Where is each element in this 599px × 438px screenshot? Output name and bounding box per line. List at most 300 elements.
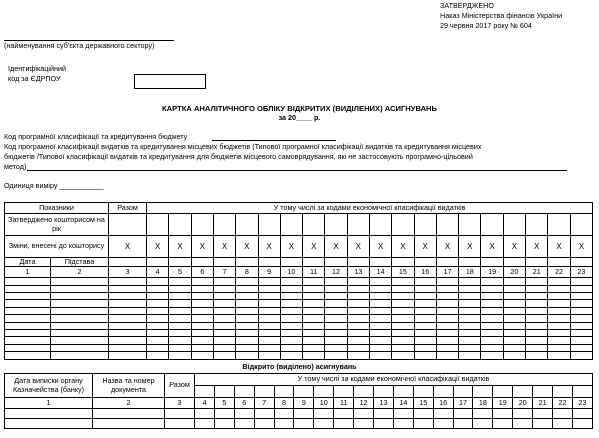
data-cell[interactable] — [280, 285, 302, 292]
data-cell[interactable] — [280, 330, 302, 337]
data-cell[interactable] — [392, 344, 414, 351]
data-cell[interactable] — [459, 322, 481, 329]
data-cell[interactable] — [473, 409, 493, 419]
data-cell[interactable] — [526, 337, 548, 344]
data-cell[interactable] — [503, 330, 525, 337]
data-cell[interactable] — [213, 315, 235, 322]
data-cell[interactable] — [258, 344, 280, 351]
data-cell[interactable] — [214, 419, 234, 429]
data-cell[interactable] — [481, 278, 503, 285]
data-cell[interactable] — [414, 315, 436, 322]
data-cell[interactable] — [503, 352, 525, 359]
data-cell[interactable] — [169, 337, 191, 344]
data-cell[interactable] — [213, 344, 235, 351]
data-cell[interactable] — [503, 293, 525, 300]
data-cell[interactable] — [459, 293, 481, 300]
data-cell[interactable] — [481, 352, 503, 359]
approved-cell[interactable] — [481, 214, 503, 236]
data-cell[interactable] — [570, 315, 593, 322]
data-cell[interactable] — [214, 409, 234, 419]
data-cell[interactable] — [109, 330, 147, 337]
data-cell[interactable] — [93, 419, 165, 429]
data-cell[interactable] — [347, 330, 369, 337]
data-cell[interactable] — [280, 278, 302, 285]
data-cell[interactable] — [169, 285, 191, 292]
data-cell[interactable] — [169, 293, 191, 300]
data-cell[interactable] — [436, 344, 458, 351]
data-cell[interactable] — [280, 344, 302, 351]
approved-cell[interactable] — [459, 214, 481, 236]
data-cell[interactable] — [213, 337, 235, 344]
data-cell[interactable] — [459, 285, 481, 292]
data-cell[interactable] — [369, 322, 391, 329]
data-cell[interactable] — [459, 315, 481, 322]
data-cell[interactable] — [347, 307, 369, 314]
approved-cell[interactable] — [548, 214, 570, 236]
data-cell[interactable] — [147, 344, 169, 351]
data-cell[interactable] — [436, 330, 458, 337]
data-cell[interactable] — [147, 285, 169, 292]
data-cell[interactable] — [109, 337, 147, 344]
data-cell[interactable] — [369, 278, 391, 285]
data-cell[interactable] — [513, 419, 533, 429]
data-cell[interactable] — [526, 278, 548, 285]
data-cell[interactable] — [5, 307, 51, 314]
approved-cell[interactable] — [191, 214, 213, 236]
data-cell[interactable] — [392, 300, 414, 307]
data-cell[interactable] — [51, 307, 109, 314]
data-cell[interactable] — [570, 330, 593, 337]
data-cell[interactable] — [473, 419, 493, 429]
data-cell[interactable] — [5, 278, 51, 285]
date-basis-cell[interactable] — [109, 258, 147, 267]
data-cell[interactable] — [234, 419, 254, 429]
data-cell[interactable] — [109, 322, 147, 329]
data-cell[interactable] — [369, 352, 391, 359]
data-cell[interactable] — [503, 300, 525, 307]
data-cell[interactable] — [254, 419, 274, 429]
data-cell[interactable] — [51, 293, 109, 300]
data-cell[interactable] — [236, 285, 258, 292]
data-cell[interactable] — [436, 278, 458, 285]
approved-cell[interactable] — [169, 214, 191, 236]
data-cell[interactable] — [369, 307, 391, 314]
data-cell[interactable] — [147, 315, 169, 322]
data-cell[interactable] — [258, 330, 280, 337]
data-cell[interactable] — [303, 352, 325, 359]
data-cell[interactable] — [258, 285, 280, 292]
data-cell[interactable] — [236, 344, 258, 351]
data-cell[interactable] — [533, 419, 553, 429]
data-cell[interactable] — [213, 285, 235, 292]
data-cell[interactable] — [459, 307, 481, 314]
data-cell[interactable] — [334, 409, 354, 419]
data-cell[interactable] — [548, 307, 570, 314]
data-cell[interactable] — [274, 419, 294, 429]
data-cell[interactable] — [414, 293, 436, 300]
data-cell[interactable] — [258, 300, 280, 307]
data-cell[interactable] — [548, 293, 570, 300]
data-cell[interactable] — [436, 293, 458, 300]
data-cell[interactable] — [526, 330, 548, 337]
local-budget-code-field[interactable] — [27, 170, 567, 171]
data-cell[interactable] — [570, 344, 593, 351]
data-cell[interactable] — [169, 300, 191, 307]
data-cell[interactable] — [436, 285, 458, 292]
data-cell[interactable] — [553, 419, 573, 429]
data-cell[interactable] — [165, 419, 195, 429]
data-cell[interactable] — [526, 315, 548, 322]
approved-cell[interactable] — [570, 214, 593, 236]
data-cell[interactable] — [459, 337, 481, 344]
data-cell[interactable] — [436, 352, 458, 359]
data-cell[interactable] — [51, 300, 109, 307]
data-cell[interactable] — [109, 285, 147, 292]
approved-cell[interactable] — [347, 214, 369, 236]
data-cell[interactable] — [325, 285, 347, 292]
date-basis-cell[interactable] — [392, 258, 414, 267]
data-cell[interactable] — [147, 293, 169, 300]
data-cell[interactable] — [548, 337, 570, 344]
data-cell[interactable] — [109, 352, 147, 359]
data-cell[interactable] — [526, 322, 548, 329]
date-basis-cell[interactable] — [503, 258, 525, 267]
data-cell[interactable] — [147, 300, 169, 307]
approved-cell[interactable] — [436, 214, 458, 236]
data-cell[interactable] — [325, 293, 347, 300]
approved-cell[interactable] — [414, 214, 436, 236]
data-cell[interactable] — [436, 337, 458, 344]
approved-cell[interactable] — [303, 214, 325, 236]
data-cell[interactable] — [169, 307, 191, 314]
data-cell[interactable] — [280, 300, 302, 307]
data-cell[interactable] — [51, 322, 109, 329]
data-cell[interactable] — [548, 315, 570, 322]
data-cell[interactable] — [436, 315, 458, 322]
data-cell[interactable] — [236, 307, 258, 314]
data-cell[interactable] — [5, 300, 51, 307]
data-cell[interactable] — [503, 278, 525, 285]
edrpou-input[interactable] — [134, 74, 206, 89]
data-cell[interactable] — [280, 315, 302, 322]
data-cell[interactable] — [369, 300, 391, 307]
approved-cell[interactable] — [213, 214, 235, 236]
data-cell[interactable] — [347, 278, 369, 285]
data-cell[interactable] — [258, 278, 280, 285]
approved-cell[interactable] — [526, 214, 548, 236]
data-cell[interactable] — [347, 344, 369, 351]
data-cell[interactable] — [414, 337, 436, 344]
data-cell[interactable] — [453, 419, 473, 429]
data-cell[interactable] — [392, 293, 414, 300]
date-basis-cell[interactable] — [548, 258, 570, 267]
data-cell[interactable] — [254, 409, 274, 419]
data-cell[interactable] — [436, 307, 458, 314]
data-cell[interactable] — [392, 330, 414, 337]
data-cell[interactable] — [413, 409, 433, 419]
data-cell[interactable] — [548, 300, 570, 307]
data-cell[interactable] — [51, 278, 109, 285]
date-basis-cell[interactable] — [481, 258, 503, 267]
approved-cell[interactable] — [280, 214, 302, 236]
data-cell[interactable] — [414, 300, 436, 307]
date-basis-cell[interactable] — [236, 258, 258, 267]
data-cell[interactable] — [325, 330, 347, 337]
data-cell[interactable] — [236, 300, 258, 307]
date-basis-cell[interactable] — [347, 258, 369, 267]
data-cell[interactable] — [570, 322, 593, 329]
date-basis-cell[interactable] — [459, 258, 481, 267]
data-cell[interactable] — [526, 352, 548, 359]
data-cell[interactable] — [274, 409, 294, 419]
data-cell[interactable] — [280, 352, 302, 359]
data-cell[interactable] — [570, 278, 593, 285]
data-cell[interactable] — [503, 344, 525, 351]
data-cell[interactable] — [481, 337, 503, 344]
data-cell[interactable] — [347, 315, 369, 322]
data-cell[interactable] — [325, 352, 347, 359]
date-basis-cell[interactable] — [369, 258, 391, 267]
data-cell[interactable] — [191, 315, 213, 322]
data-cell[interactable] — [393, 409, 413, 419]
data-cell[interactable] — [503, 322, 525, 329]
state-budget-code-field[interactable] — [212, 140, 336, 141]
data-cell[interactable] — [572, 419, 592, 429]
data-cell[interactable] — [374, 409, 394, 419]
data-cell[interactable] — [503, 315, 525, 322]
data-cell[interactable] — [369, 344, 391, 351]
data-cell[interactable] — [526, 307, 548, 314]
data-cell[interactable] — [533, 409, 553, 419]
data-cell[interactable] — [325, 315, 347, 322]
data-cell[interactable] — [548, 322, 570, 329]
data-cell[interactable] — [258, 293, 280, 300]
data-cell[interactable] — [325, 337, 347, 344]
data-cell[interactable] — [147, 352, 169, 359]
data-cell[interactable] — [347, 285, 369, 292]
date-basis-cell[interactable] — [147, 258, 169, 267]
data-cell[interactable] — [191, 337, 213, 344]
data-cell[interactable] — [481, 344, 503, 351]
data-cell[interactable] — [147, 278, 169, 285]
data-cell[interactable] — [5, 419, 93, 429]
data-cell[interactable] — [5, 285, 51, 292]
data-cell[interactable] — [369, 337, 391, 344]
data-cell[interactable] — [303, 322, 325, 329]
data-cell[interactable] — [5, 315, 51, 322]
data-cell[interactable] — [169, 315, 191, 322]
data-cell[interactable] — [93, 409, 165, 419]
date-basis-cell[interactable] — [258, 258, 280, 267]
date-basis-cell[interactable] — [213, 258, 235, 267]
data-cell[interactable] — [109, 300, 147, 307]
data-cell[interactable] — [325, 307, 347, 314]
data-cell[interactable] — [191, 285, 213, 292]
data-cell[interactable] — [213, 322, 235, 329]
data-cell[interactable] — [169, 352, 191, 359]
date-basis-cell[interactable] — [325, 258, 347, 267]
data-cell[interactable] — [147, 330, 169, 337]
data-cell[interactable] — [354, 409, 374, 419]
data-cell[interactable] — [481, 285, 503, 292]
date-basis-cell[interactable] — [280, 258, 302, 267]
data-cell[interactable] — [325, 322, 347, 329]
data-cell[interactable] — [548, 330, 570, 337]
data-cell[interactable] — [414, 307, 436, 314]
data-cell[interactable] — [369, 315, 391, 322]
data-cell[interactable] — [51, 285, 109, 292]
data-cell[interactable] — [303, 330, 325, 337]
data-cell[interactable] — [369, 293, 391, 300]
approved-cell[interactable] — [258, 214, 280, 236]
data-cell[interactable] — [258, 322, 280, 329]
data-cell[interactable] — [258, 307, 280, 314]
data-cell[interactable] — [481, 315, 503, 322]
data-cell[interactable] — [169, 278, 191, 285]
data-cell[interactable] — [493, 409, 513, 419]
data-cell[interactable] — [213, 293, 235, 300]
data-cell[interactable] — [433, 409, 453, 419]
date-basis-cell[interactable] — [436, 258, 458, 267]
data-cell[interactable] — [5, 337, 51, 344]
data-cell[interactable] — [414, 352, 436, 359]
data-cell[interactable] — [213, 330, 235, 337]
data-cell[interactable] — [314, 409, 334, 419]
data-cell[interactable] — [392, 307, 414, 314]
data-cell[interactable] — [347, 300, 369, 307]
data-cell[interactable] — [314, 419, 334, 429]
data-cell[interactable] — [392, 322, 414, 329]
data-cell[interactable] — [51, 337, 109, 344]
date-basis-cell[interactable] — [191, 258, 213, 267]
data-cell[interactable] — [414, 330, 436, 337]
data-cell[interactable] — [147, 322, 169, 329]
data-cell[interactable] — [548, 278, 570, 285]
data-cell[interactable] — [459, 352, 481, 359]
data-cell[interactable] — [236, 293, 258, 300]
data-cell[interactable] — [191, 352, 213, 359]
data-cell[interactable] — [325, 344, 347, 351]
data-cell[interactable] — [414, 344, 436, 351]
data-cell[interactable] — [526, 344, 548, 351]
approved-cell[interactable] — [147, 214, 169, 236]
data-cell[interactable] — [553, 409, 573, 419]
data-cell[interactable] — [570, 285, 593, 292]
data-cell[interactable] — [392, 285, 414, 292]
data-cell[interactable] — [459, 330, 481, 337]
data-cell[interactable] — [526, 300, 548, 307]
data-cell[interactable] — [572, 409, 592, 419]
data-cell[interactable] — [503, 307, 525, 314]
data-cell[interactable] — [414, 322, 436, 329]
data-cell[interactable] — [258, 337, 280, 344]
date-basis-cell[interactable] — [169, 258, 191, 267]
data-cell[interactable] — [436, 322, 458, 329]
data-cell[interactable] — [165, 409, 195, 419]
data-cell[interactable] — [236, 330, 258, 337]
data-cell[interactable] — [213, 307, 235, 314]
data-cell[interactable] — [347, 293, 369, 300]
data-cell[interactable] — [303, 293, 325, 300]
data-cell[interactable] — [303, 285, 325, 292]
data-cell[interactable] — [392, 337, 414, 344]
data-cell[interactable] — [481, 322, 503, 329]
date-basis-cell[interactable] — [570, 258, 593, 267]
data-cell[interactable] — [147, 307, 169, 314]
data-cell[interactable] — [109, 278, 147, 285]
data-cell[interactable] — [413, 419, 433, 429]
approved-cell[interactable] — [236, 214, 258, 236]
approved-cell[interactable] — [325, 214, 347, 236]
data-cell[interactable] — [526, 293, 548, 300]
data-cell[interactable] — [169, 344, 191, 351]
data-cell[interactable] — [570, 337, 593, 344]
data-cell[interactable] — [258, 315, 280, 322]
data-cell[interactable] — [109, 315, 147, 322]
data-cell[interactable] — [354, 419, 374, 429]
data-cell[interactable] — [369, 330, 391, 337]
data-cell[interactable] — [191, 344, 213, 351]
data-cell[interactable] — [374, 419, 394, 429]
data-cell[interactable] — [236, 315, 258, 322]
approved-cell[interactable] — [109, 214, 147, 236]
data-cell[interactable] — [294, 409, 314, 419]
data-cell[interactable] — [51, 330, 109, 337]
data-cell[interactable] — [481, 300, 503, 307]
data-cell[interactable] — [325, 300, 347, 307]
data-cell[interactable] — [236, 337, 258, 344]
data-cell[interactable] — [280, 322, 302, 329]
data-cell[interactable] — [147, 337, 169, 344]
data-cell[interactable] — [213, 300, 235, 307]
data-cell[interactable] — [213, 278, 235, 285]
data-cell[interactable] — [109, 307, 147, 314]
data-cell[interactable] — [334, 419, 354, 429]
data-cell[interactable] — [51, 352, 109, 359]
data-cell[interactable] — [570, 307, 593, 314]
data-cell[interactable] — [369, 285, 391, 292]
approved-cell[interactable] — [369, 214, 391, 236]
data-cell[interactable] — [303, 300, 325, 307]
data-cell[interactable] — [191, 307, 213, 314]
data-cell[interactable] — [191, 322, 213, 329]
data-cell[interactable] — [303, 315, 325, 322]
data-cell[interactable] — [51, 344, 109, 351]
data-cell[interactable] — [459, 278, 481, 285]
data-cell[interactable] — [570, 352, 593, 359]
data-cell[interactable] — [393, 419, 413, 429]
data-cell[interactable] — [236, 352, 258, 359]
date-basis-cell[interactable] — [303, 258, 325, 267]
data-cell[interactable] — [481, 307, 503, 314]
data-cell[interactable] — [169, 322, 191, 329]
data-cell[interactable] — [191, 300, 213, 307]
data-cell[interactable] — [303, 278, 325, 285]
data-cell[interactable] — [191, 278, 213, 285]
data-cell[interactable] — [325, 278, 347, 285]
data-cell[interactable] — [453, 409, 473, 419]
data-cell[interactable] — [195, 419, 215, 429]
approved-cell[interactable] — [392, 214, 414, 236]
data-cell[interactable] — [191, 293, 213, 300]
data-cell[interactable] — [280, 293, 302, 300]
data-cell[interactable] — [459, 300, 481, 307]
data-cell[interactable] — [280, 337, 302, 344]
data-cell[interactable] — [481, 330, 503, 337]
date-basis-cell[interactable] — [414, 258, 436, 267]
data-cell[interactable] — [392, 352, 414, 359]
data-cell[interactable] — [548, 352, 570, 359]
